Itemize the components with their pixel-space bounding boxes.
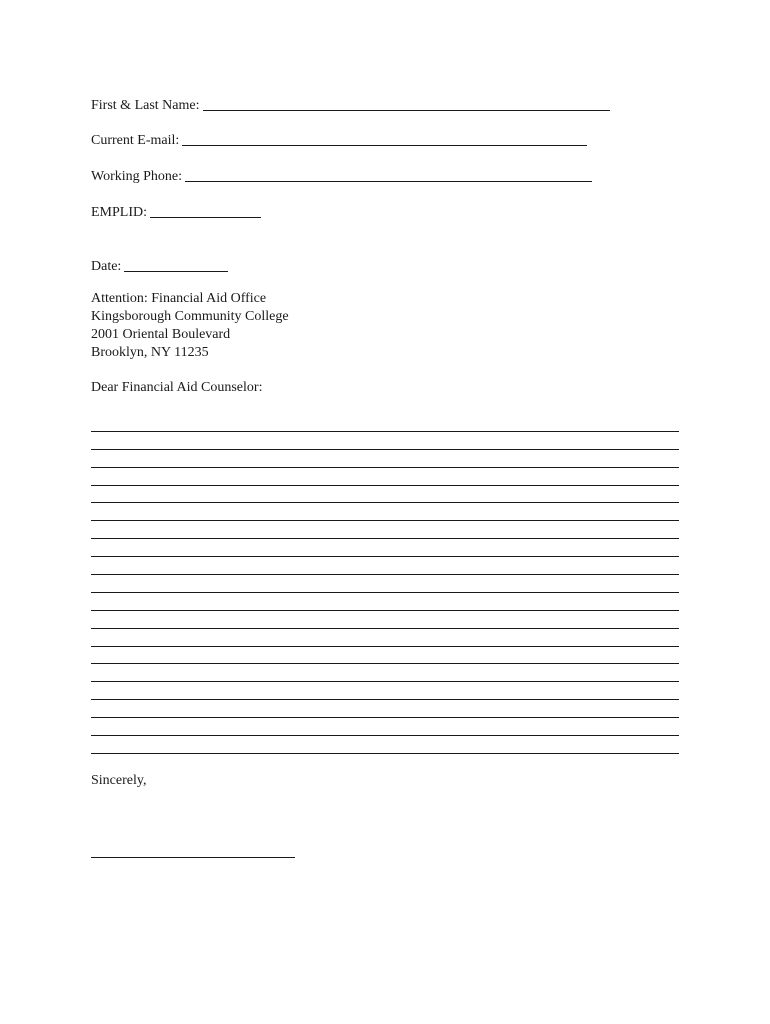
attention-line: Attention: Financial Aid Office (91, 291, 267, 306)
institution-line: Kingsborough Community College (91, 309, 289, 324)
email-field (91, 129, 587, 150)
emplid-field (91, 201, 261, 222)
phone-blank[interactable] (185, 167, 592, 182)
city-state-zip-line: Brooklyn, NY 11235 (91, 345, 209, 360)
email-blank[interactable] (182, 131, 587, 146)
letter-body-line[interactable] (91, 414, 679, 432)
name-blank[interactable] (203, 96, 610, 111)
letter-body-line[interactable] (91, 682, 679, 700)
letter-body-line[interactable] (91, 664, 679, 682)
name-label: First & Last Name: (91, 98, 200, 113)
letter-body-line[interactable] (91, 611, 679, 629)
salutation: Dear Financial Aid Counselor: (91, 380, 263, 395)
closing: Sincerely, (91, 773, 147, 788)
date-blank[interactable] (124, 257, 228, 272)
letter-body-line[interactable] (91, 629, 679, 647)
emplid-label: EMPLID: (91, 205, 147, 220)
date-field (91, 255, 228, 276)
letter-body-line[interactable] (91, 575, 679, 593)
letter-body-line[interactable] (91, 450, 679, 468)
letter-body-line[interactable] (91, 432, 679, 450)
name-field (91, 94, 610, 115)
phone-field (91, 165, 592, 186)
letter-body-line[interactable] (91, 736, 679, 754)
email-label: Current E-mail: (91, 133, 180, 148)
letter-body-line[interactable] (91, 700, 679, 718)
phone-label: Working Phone: (91, 169, 183, 184)
letter-body-line[interactable] (91, 468, 679, 486)
letter-body-line[interactable] (91, 539, 679, 557)
emplid-blank[interactable] (150, 203, 261, 218)
letter-body-line[interactable] (91, 718, 679, 736)
letter-body-line[interactable] (91, 557, 679, 575)
letter-body-line[interactable] (91, 503, 679, 521)
recipient-address (91, 290, 289, 362)
letter-body-line[interactable] (91, 593, 679, 611)
letter-body-line[interactable] (91, 647, 679, 665)
date-label: Date: (91, 259, 122, 274)
letter-body-lines[interactable] (91, 414, 679, 754)
letter-body-line[interactable] (91, 486, 679, 504)
street-line: 2001 Oriental Boulevard (91, 327, 231, 342)
letter-body-line[interactable] (91, 521, 679, 539)
signature-line[interactable] (91, 857, 295, 858)
